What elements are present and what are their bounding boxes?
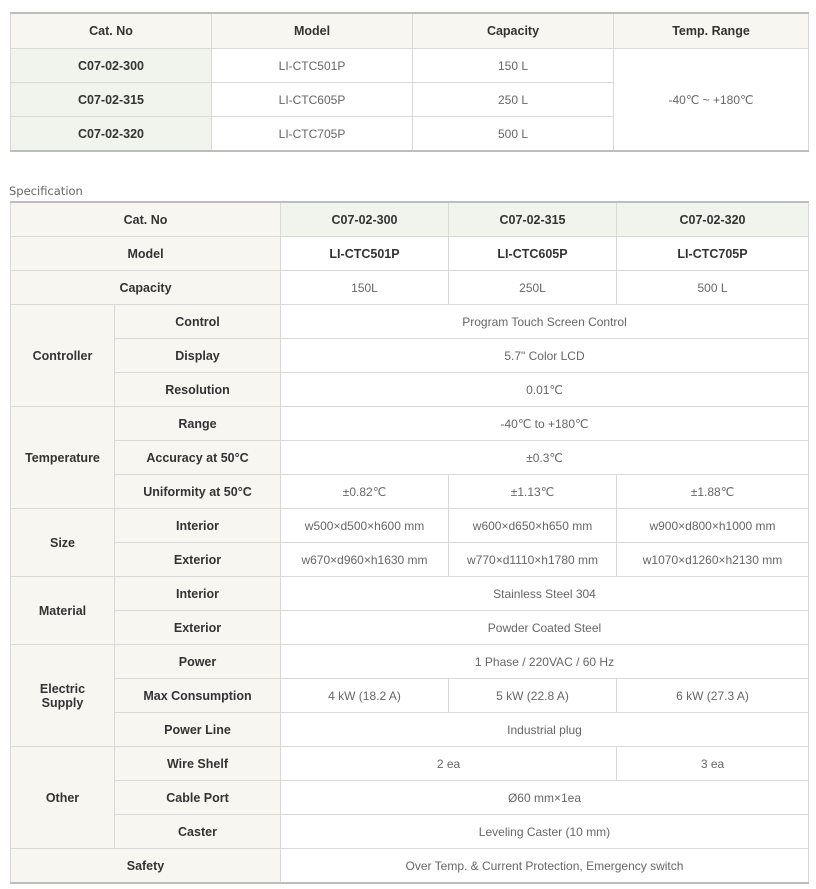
model-cell: LI-CTC705P [617,237,809,271]
capacity-cell: 150 L [413,49,614,83]
model-cell: LI-CTC605P [212,83,413,117]
size-interior-value: w600×d650×h650 mm [449,509,617,543]
table-row [11,713,809,747]
table-row [11,747,809,781]
power-line-label: Power Line [115,713,281,747]
uniformity-label: Uniformity at 50°C [115,475,281,509]
size-exterior-value: w1070×d1260×h2130 mm [617,543,809,577]
display-label: Display [115,339,281,373]
accuracy-label: Accuracy at 50°C [115,441,281,475]
accuracy-value: ±0.3℃ [281,441,809,475]
size-interior-value: w900×d800×h1000 mm [617,509,809,543]
other-group: Other [11,747,115,849]
table-row [11,577,809,611]
spec-model-row [11,237,809,271]
table-row [11,339,809,373]
material-exterior-value: Powder Coated Steel [281,611,809,645]
size-exterior-value: w670×d960×h1630 mm [281,543,449,577]
capacity-cell: 500 L [413,117,614,152]
cat-no-cell: C07-02-300 [281,202,449,237]
spec-capacity-row [11,271,809,305]
max-consumption-value: 6 kW (27.3 A) [617,679,809,713]
max-consumption-value: 5 kW (22.8 A) [449,679,617,713]
material-exterior-label: Exterior [115,611,281,645]
table-row [11,441,809,475]
uniformity-value: ±1.13℃ [449,475,617,509]
material-interior-label: Interior [115,577,281,611]
uniformity-value: ±0.82℃ [281,475,449,509]
power-line-value: Industrial plug [281,713,809,747]
table-row [11,49,809,83]
table-row [11,611,809,645]
power-value: 1 Phase / 220VAC / 60 Hz [281,645,809,679]
summary-table [10,12,809,152]
capacity-label: Capacity [11,271,281,305]
size-exterior-label: Exterior [115,543,281,577]
model-cell: LI-CTC705P [212,117,413,152]
header-capacity: Capacity [413,13,614,49]
control-label: Control [115,305,281,339]
electric-group-line1: Electric [39,681,86,696]
cat-no-label: Cat. No [11,202,281,237]
wire-shelf-label: Wire Shelf [115,747,281,781]
table-row [11,849,809,884]
power-label: Power [115,645,281,679]
cat-no-cell: C07-02-315 [449,202,617,237]
size-exterior-value: w770×d1110×h1780 mm [449,543,617,577]
caster-value: Leveling Caster (10 mm) [281,815,809,849]
material-group: Material [11,577,115,645]
size-group: Size [11,509,115,577]
table-row [11,781,809,815]
header-model: Model [212,13,413,49]
model-cell: LI-CTC605P [449,237,617,271]
electric-group-line2: Supply [41,695,84,710]
temperature-group: Temperature [11,407,115,509]
table-row [11,373,809,407]
specification-title: Specification [9,184,83,198]
wire-shelf-value: 3 ea [617,747,809,781]
cable-port-label: Cable Port [115,781,281,815]
control-value: Program Touch Screen Control [281,305,809,339]
table-row [11,543,809,577]
material-interior-value: Stainless Steel 304 [281,577,809,611]
table-row [11,407,809,441]
safety-value: Over Temp. & Current Protection, Emergency switch [281,849,809,884]
safety-label: Safety [11,849,281,884]
capacity-cell: 150L [281,271,449,305]
capacity-cell: 250L [449,271,617,305]
model-label: Model [11,237,281,271]
cat-no-cell: C07-02-320 [11,117,212,152]
uniformity-value: ±1.88℃ [617,475,809,509]
capacity-cell: 250 L [413,83,614,117]
caster-label: Caster [115,815,281,849]
header-cat-no: Cat. No [11,13,212,49]
cat-no-cell: C07-02-320 [617,202,809,237]
cat-no-cell: C07-02-315 [11,83,212,117]
controller-group: Controller [11,305,115,407]
table-row [11,679,809,713]
temp-range-cell: -40℃ ~ +180℃ [614,49,809,152]
table-row [11,645,809,679]
table-row [11,305,809,339]
table-row [11,475,809,509]
range-label: Range [115,407,281,441]
header-temp-range: Temp. Range [614,13,809,49]
spec-cat-row [11,202,809,237]
capacity-cell: 500 L [617,271,809,305]
wire-shelf-value: 2 ea [281,747,617,781]
summary-header-row [11,13,809,49]
resolution-label: Resolution [115,373,281,407]
cat-no-cell: C07-02-300 [11,49,212,83]
max-consumption-value: 4 kW (18.2 A) [281,679,449,713]
max-consumption-label: Max Consumption [115,679,281,713]
range-value: -40℃ to +180℃ [281,407,809,441]
display-value: 5.7" Color LCD [281,339,809,373]
table-row [11,509,809,543]
cable-port-value: Ø60 mm×1ea [281,781,809,815]
model-cell: LI-CTC501P [212,49,413,83]
model-cell: LI-CTC501P [281,237,449,271]
size-interior-label: Interior [115,509,281,543]
specification-table [10,201,809,884]
table-row [11,815,809,849]
electric-supply-group [11,645,115,747]
size-interior-value: w500×d500×h600 mm [281,509,449,543]
resolution-value: 0.01℃ [281,373,809,407]
